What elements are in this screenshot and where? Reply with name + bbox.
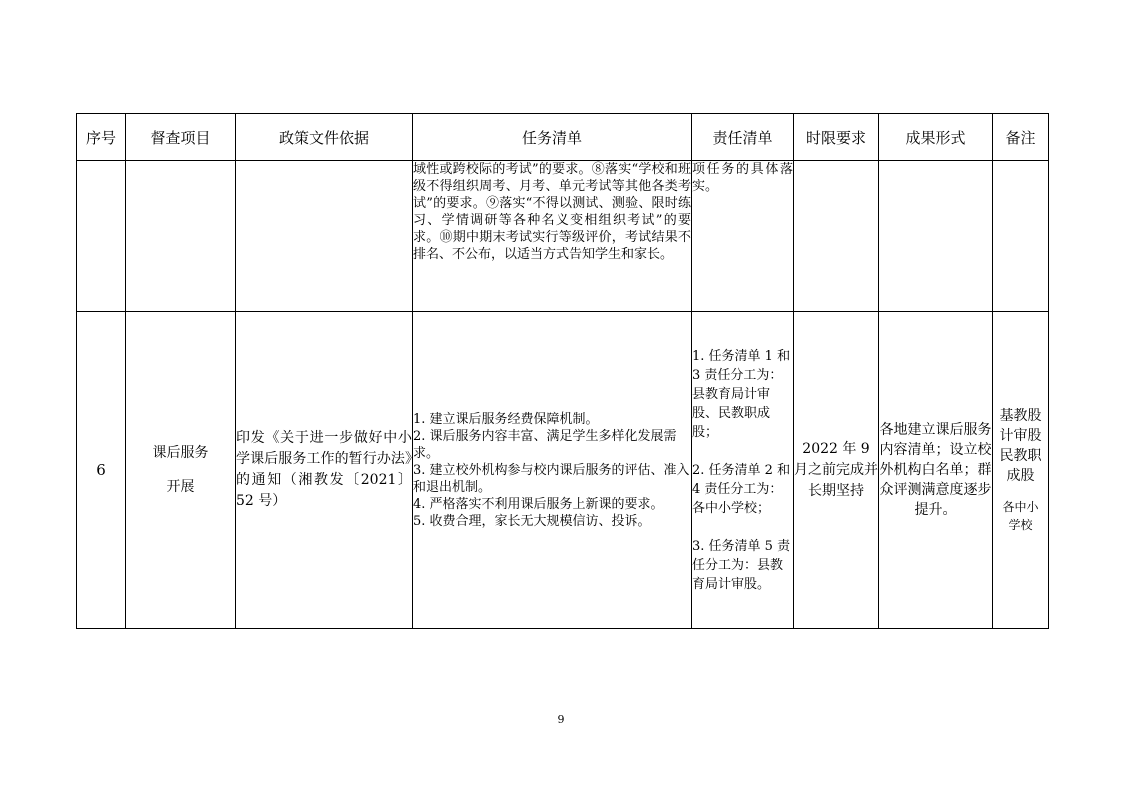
- header-number: 序号: [77, 114, 126, 161]
- cont-policy-cell: [236, 161, 413, 312]
- cont-deadline-cell: [794, 161, 879, 312]
- table-row-6: [77, 312, 1049, 629]
- row6-project-cell: 课后服务 开展: [126, 312, 236, 629]
- header-deadline: 时限要求: [794, 114, 879, 161]
- page-number: 9: [557, 713, 565, 726]
- row6-number-cell: 6: [77, 312, 126, 629]
- row6-responsibility-cell: 1. 任务清单 1 和 3 责任分工为：县教育局计审股、民教职成股； 2. 任务清单 2 和 4 责任分工为：各中小学校； 3. 任务清单 5 责任分工为：县教育局计审股。: [692, 312, 794, 629]
- row6-deadline-cell: 2022 年 9 月之前完成并长期坚持: [794, 312, 879, 629]
- cont-responsibility-cell: 项任务的具体落实。: [692, 161, 794, 312]
- cont-project-cell: [126, 161, 236, 312]
- header-note: 备注: [993, 114, 1049, 161]
- cont-number-cell: [77, 161, 126, 312]
- header-project: 督查项目: [126, 114, 236, 161]
- row6-tasks-cell: 1. 建立课后服务经费保障机制。 2. 课后服务内容丰富、满足学生多样化发展需求。 3. 建立校外机构参与校内课后服务的评估、准入和退出机制。 4. 严格落实不利用课后服务上新课的要求。 5. 收费合理，家长无大规模信访、投诉。: [413, 312, 692, 629]
- cont-note-cell: [993, 161, 1049, 312]
- cont-result-cell: [879, 161, 993, 312]
- header-result: 成果形式: [879, 114, 993, 161]
- row6-policy-cell: 印发《关于进一步做好中小学课后服务工作的暂行办法》的通知（湘教发〔2021〕52 号）: [236, 312, 413, 629]
- supervision-table: [76, 113, 1049, 629]
- header-tasks: 任务清单: [413, 114, 692, 161]
- header-policy: 政策文件依据: [236, 114, 413, 161]
- row6-note-departments: 基教股 计审股 民教职 成股: [999, 408, 1042, 484]
- cont-task-cell: 域性或跨校际的考试”的要求。⑧落实“学校和班级不得组织周考、月考、单元考试等其他各类考试”的要求。⑨落实“不得以测试、测验、限时练习、学情调研等各种名义变相组织考试”的要求。⑩期中期末考试实行等级评价，考试结果不排名、不公布，以适当方式告知学生和家长。: [413, 161, 692, 312]
- table-row-continuation: [77, 161, 1049, 312]
- row6-note-schools: 各中小 学校: [1002, 500, 1039, 532]
- table-header-row: [77, 114, 1049, 161]
- row6-result-cell: 各地建立课后服务内容清单；设立校外机构白名单；群众评测满意度逐步提升。: [879, 312, 993, 629]
- header-responsibility: 责任清单: [692, 114, 794, 161]
- row6-note-cell: [993, 312, 1049, 629]
